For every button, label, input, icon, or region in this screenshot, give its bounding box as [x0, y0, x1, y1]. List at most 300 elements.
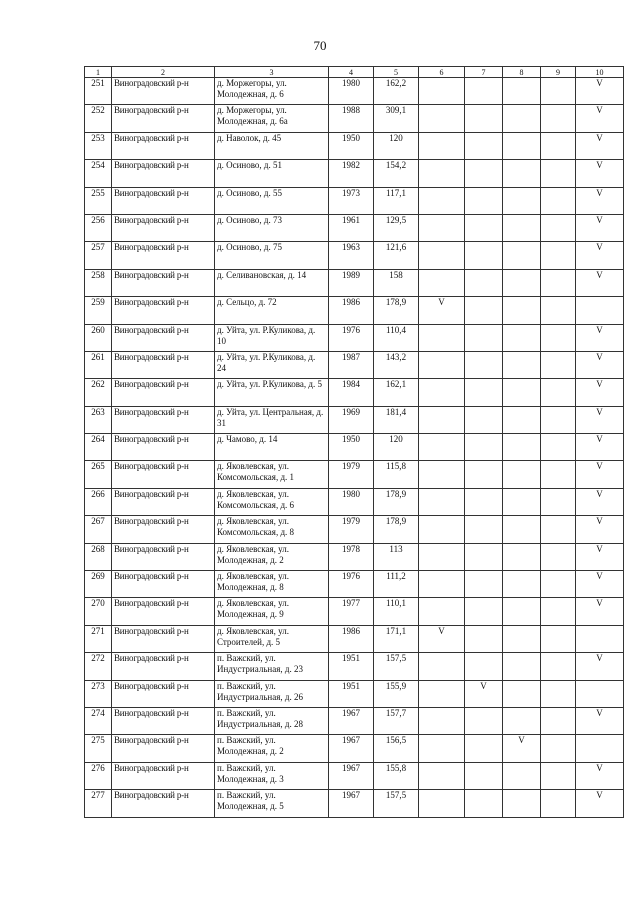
- mark-cell-col10: V: [576, 762, 624, 789]
- column-header: 2: [112, 67, 215, 78]
- address-cell: п. Важский, ул. Молодежная, д. 2: [215, 735, 329, 762]
- table-row: [85, 351, 624, 378]
- district-cell: Виноградовский р-н: [112, 379, 215, 406]
- mark-cell-col10: V: [576, 790, 624, 817]
- mark-cell-col8: V: [503, 735, 541, 762]
- area-cell: 143,2: [374, 351, 419, 378]
- mark-cell-col7: [465, 625, 503, 652]
- address-cell: д. Осиново, д. 55: [215, 187, 329, 214]
- mark-cell-col7: [465, 160, 503, 187]
- mark-cell-col6: [419, 242, 465, 269]
- row-number-cell: 272: [85, 653, 112, 680]
- table-row: [85, 78, 624, 105]
- address-cell: п. Важский, ул. Индустриальная, д. 23: [215, 653, 329, 680]
- mark-cell-col9: [541, 78, 576, 105]
- mark-cell-col8: [503, 379, 541, 406]
- mark-cell-col6: [419, 598, 465, 625]
- mark-cell-col7: [465, 707, 503, 734]
- mark-cell-col8: [503, 132, 541, 159]
- district-cell: Виноградовский р-н: [112, 461, 215, 488]
- year-built-cell: 1950: [329, 434, 374, 461]
- year-built-cell: 1967: [329, 735, 374, 762]
- table-row: [85, 160, 624, 187]
- mark-cell-col8: [503, 571, 541, 598]
- row-number-cell: 253: [85, 132, 112, 159]
- area-cell: 156,5: [374, 735, 419, 762]
- mark-cell-col8: [503, 269, 541, 296]
- column-header: 10: [576, 67, 624, 78]
- mark-cell-col6: [419, 160, 465, 187]
- mark-cell-col6: [419, 379, 465, 406]
- mark-cell-col8: [503, 707, 541, 734]
- row-number-cell: 270: [85, 598, 112, 625]
- district-cell: Виноградовский р-н: [112, 680, 215, 707]
- address-cell: д. Осиново, д. 75: [215, 242, 329, 269]
- district-cell: Виноградовский р-н: [112, 351, 215, 378]
- column-header: 6: [419, 67, 465, 78]
- mark-cell-col7: [465, 187, 503, 214]
- mark-cell-col6: [419, 105, 465, 132]
- mark-cell-col7: [465, 379, 503, 406]
- mark-cell-col8: [503, 680, 541, 707]
- mark-cell-col9: [541, 653, 576, 680]
- mark-cell-col10: V: [576, 406, 624, 433]
- mark-cell-col10: V: [576, 571, 624, 598]
- area-cell: 162,2: [374, 78, 419, 105]
- mark-cell-col9: [541, 488, 576, 515]
- mark-cell-col7: [465, 406, 503, 433]
- mark-cell-col8: [503, 351, 541, 378]
- year-built-cell: 1984: [329, 379, 374, 406]
- row-number-cell: 268: [85, 543, 112, 570]
- mark-cell-col6: [419, 543, 465, 570]
- mark-cell-col9: [541, 132, 576, 159]
- mark-cell-col9: [541, 625, 576, 652]
- mark-cell-col6: [419, 680, 465, 707]
- mark-cell-col10: V: [576, 434, 624, 461]
- mark-cell-col10: V: [576, 324, 624, 351]
- district-cell: Виноградовский р-н: [112, 790, 215, 817]
- row-number-cell: 271: [85, 625, 112, 652]
- column-header: 3: [215, 67, 329, 78]
- mark-cell-col9: [541, 762, 576, 789]
- column-header: 8: [503, 67, 541, 78]
- year-built-cell: 1987: [329, 351, 374, 378]
- address-cell: д. Осиново, д. 73: [215, 214, 329, 241]
- mark-cell-col6: [419, 78, 465, 105]
- row-number-cell: 261: [85, 351, 112, 378]
- mark-cell-col7: [465, 598, 503, 625]
- area-cell: 171,1: [374, 625, 419, 652]
- mark-cell-col10: [576, 680, 624, 707]
- table-row: [85, 187, 624, 214]
- mark-cell-col10: [576, 625, 624, 652]
- mark-cell-col6: [419, 324, 465, 351]
- mark-cell-col8: [503, 78, 541, 105]
- district-cell: Виноградовский р-н: [112, 488, 215, 515]
- column-header: 1: [85, 67, 112, 78]
- mark-cell-col9: [541, 516, 576, 543]
- address-cell: п. Важский, ул. Индустриальная, д. 28: [215, 707, 329, 734]
- district-cell: Виноградовский р-н: [112, 516, 215, 543]
- mark-cell-col10: V: [576, 516, 624, 543]
- column-number-header-row: [85, 67, 624, 78]
- area-cell: 117,1: [374, 187, 419, 214]
- address-cell: д. Яковлевская, ул. Молодежная, д. 8: [215, 571, 329, 598]
- mark-cell-col6: [419, 762, 465, 789]
- table-row: [85, 653, 624, 680]
- column-header: 7: [465, 67, 503, 78]
- address-cell: д. Яковлевская, ул. Строителей, д. 5: [215, 625, 329, 652]
- mark-cell-col8: [503, 762, 541, 789]
- area-cell: 178,9: [374, 516, 419, 543]
- row-number-cell: 258: [85, 269, 112, 296]
- mark-cell-col7: [465, 790, 503, 817]
- mark-cell-col6: [419, 516, 465, 543]
- row-number-cell: 267: [85, 516, 112, 543]
- district-cell: Виноградовский р-н: [112, 269, 215, 296]
- year-built-cell: 1967: [329, 762, 374, 789]
- mark-cell-col7: [465, 132, 503, 159]
- table-row: [85, 680, 624, 707]
- row-number-cell: 269: [85, 571, 112, 598]
- area-cell: 111,2: [374, 571, 419, 598]
- mark-cell-col7: [465, 105, 503, 132]
- district-cell: Виноградовский р-н: [112, 242, 215, 269]
- row-number-cell: 263: [85, 406, 112, 433]
- mark-cell-col9: [541, 406, 576, 433]
- mark-cell-col7: [465, 571, 503, 598]
- mark-cell-col6: [419, 653, 465, 680]
- row-number-cell: 254: [85, 160, 112, 187]
- mark-cell-col7: [465, 242, 503, 269]
- mark-cell-col7: [465, 324, 503, 351]
- table-row: [85, 762, 624, 789]
- mark-cell-col10: V: [576, 351, 624, 378]
- district-cell: Виноградовский р-н: [112, 105, 215, 132]
- district-cell: Виноградовский р-н: [112, 297, 215, 324]
- area-cell: 157,5: [374, 790, 419, 817]
- row-number-cell: 257: [85, 242, 112, 269]
- mark-cell-col8: [503, 653, 541, 680]
- district-cell: Виноградовский р-н: [112, 324, 215, 351]
- year-built-cell: 1989: [329, 269, 374, 296]
- address-cell: д. Моржегоры, ул. Молодежная, д. 6: [215, 78, 329, 105]
- mark-cell-col7: [465, 351, 503, 378]
- mark-cell-col9: [541, 461, 576, 488]
- row-number-cell: 259: [85, 297, 112, 324]
- district-cell: Виноградовский р-н: [112, 214, 215, 241]
- row-number-cell: 275: [85, 735, 112, 762]
- row-number-cell: 256: [85, 214, 112, 241]
- mark-cell-col7: V: [465, 680, 503, 707]
- table-row: [85, 488, 624, 515]
- district-cell: Виноградовский р-н: [112, 653, 215, 680]
- area-cell: 162,1: [374, 379, 419, 406]
- row-number-cell: 273: [85, 680, 112, 707]
- year-built-cell: 1980: [329, 488, 374, 515]
- year-built-cell: 1961: [329, 214, 374, 241]
- district-cell: Виноградовский р-н: [112, 571, 215, 598]
- mark-cell-col9: [541, 269, 576, 296]
- row-number-cell: 277: [85, 790, 112, 817]
- area-cell: 120: [374, 132, 419, 159]
- mark-cell-col8: [503, 790, 541, 817]
- table-row: [85, 242, 624, 269]
- mark-cell-col8: [503, 461, 541, 488]
- row-number-cell: 251: [85, 78, 112, 105]
- mark-cell-col9: [541, 214, 576, 241]
- table-row: [85, 406, 624, 433]
- area-cell: 155,9: [374, 680, 419, 707]
- mark-cell-col10: V: [576, 543, 624, 570]
- mark-cell-col9: [541, 434, 576, 461]
- table-row: [85, 297, 624, 324]
- mark-cell-col9: [541, 105, 576, 132]
- table-row: [85, 598, 624, 625]
- page-number: 70: [313, 38, 327, 53]
- table-row: [85, 625, 624, 652]
- mark-cell-col8: [503, 214, 541, 241]
- table-row: [85, 324, 624, 351]
- district-cell: Виноградовский р-н: [112, 543, 215, 570]
- mark-cell-col7: [465, 269, 503, 296]
- mark-cell-col10: V: [576, 598, 624, 625]
- mark-cell-col9: [541, 543, 576, 570]
- mark-cell-col10: V: [576, 707, 624, 734]
- table-row: [85, 434, 624, 461]
- year-built-cell: 1986: [329, 297, 374, 324]
- table-row: [85, 543, 624, 570]
- table-row: [85, 571, 624, 598]
- mark-cell-col7: [465, 461, 503, 488]
- address-cell: д. Чамово, д. 14: [215, 434, 329, 461]
- housing-registry-table: [84, 66, 624, 818]
- mark-cell-col7: [465, 735, 503, 762]
- year-built-cell: 1988: [329, 105, 374, 132]
- address-cell: д. Яковлевская, ул. Молодежная, д. 9: [215, 598, 329, 625]
- address-cell: д. Уйта, ул. Р.Куликова, д. 10: [215, 324, 329, 351]
- mark-cell-col6: [419, 406, 465, 433]
- mark-cell-col8: [503, 324, 541, 351]
- mark-cell-col10: V: [576, 187, 624, 214]
- mark-cell-col7: [465, 78, 503, 105]
- mark-cell-col8: [503, 543, 541, 570]
- area-cell: 120: [374, 434, 419, 461]
- mark-cell-col8: [503, 598, 541, 625]
- mark-cell-col9: [541, 571, 576, 598]
- district-cell: Виноградовский р-н: [112, 187, 215, 214]
- mark-cell-col10: [576, 297, 624, 324]
- area-cell: 154,2: [374, 160, 419, 187]
- row-number-cell: 252: [85, 105, 112, 132]
- mark-cell-col9: [541, 351, 576, 378]
- mark-cell-col7: [465, 214, 503, 241]
- year-built-cell: 1951: [329, 653, 374, 680]
- year-built-cell: 1951: [329, 680, 374, 707]
- address-cell: д. Селивановская, д. 14: [215, 269, 329, 296]
- area-cell: 115,8: [374, 461, 419, 488]
- table-row: [85, 379, 624, 406]
- row-number-cell: 274: [85, 707, 112, 734]
- mark-cell-col8: [503, 297, 541, 324]
- area-cell: 157,7: [374, 707, 419, 734]
- row-number-cell: 264: [85, 434, 112, 461]
- area-cell: 178,9: [374, 297, 419, 324]
- column-header: 4: [329, 67, 374, 78]
- year-built-cell: 1986: [329, 625, 374, 652]
- mark-cell-col6: [419, 214, 465, 241]
- district-cell: Виноградовский р-н: [112, 160, 215, 187]
- address-cell: д. Уйта, ул. Р.Куликова, д. 5: [215, 379, 329, 406]
- district-cell: Виноградовский р-н: [112, 707, 215, 734]
- district-cell: Виноградовский р-н: [112, 598, 215, 625]
- mark-cell-col10: V: [576, 379, 624, 406]
- mark-cell-col7: [465, 488, 503, 515]
- mark-cell-col6: [419, 132, 465, 159]
- table-row: [85, 790, 624, 817]
- mark-cell-col7: [465, 434, 503, 461]
- table-row: [85, 269, 624, 296]
- table-row: [85, 105, 624, 132]
- mark-cell-col10: V: [576, 488, 624, 515]
- mark-cell-col9: [541, 598, 576, 625]
- area-cell: 110,1: [374, 598, 419, 625]
- year-built-cell: 1977: [329, 598, 374, 625]
- address-cell: д. Яковлевская, ул. Молодежная, д. 2: [215, 543, 329, 570]
- mark-cell-col9: [541, 242, 576, 269]
- address-cell: п. Важский, ул. Молодежная, д. 3: [215, 762, 329, 789]
- table-row: [85, 214, 624, 241]
- mark-cell-col8: [503, 434, 541, 461]
- mark-cell-col7: [465, 516, 503, 543]
- mark-cell-col6: V: [419, 625, 465, 652]
- address-cell: п. Важский, ул. Индустриальная, д. 26: [215, 680, 329, 707]
- table-row: [85, 516, 624, 543]
- district-cell: Виноградовский р-н: [112, 78, 215, 105]
- year-built-cell: 1980: [329, 78, 374, 105]
- mark-cell-col6: [419, 735, 465, 762]
- address-cell: д. Уйта, ул. Р.Куликова, д. 24: [215, 351, 329, 378]
- area-cell: 155,8: [374, 762, 419, 789]
- mark-cell-col10: V: [576, 653, 624, 680]
- year-built-cell: 1973: [329, 187, 374, 214]
- mark-cell-col7: [465, 543, 503, 570]
- mark-cell-col10: V: [576, 214, 624, 241]
- mark-cell-col6: [419, 434, 465, 461]
- mark-cell-col8: [503, 406, 541, 433]
- column-header: 9: [541, 67, 576, 78]
- mark-cell-col10: V: [576, 78, 624, 105]
- row-number-cell: 260: [85, 324, 112, 351]
- mark-cell-col10: [576, 735, 624, 762]
- mark-cell-col8: [503, 242, 541, 269]
- mark-cell-col10: V: [576, 242, 624, 269]
- year-built-cell: 1969: [329, 406, 374, 433]
- address-cell: д. Яковлевская, ул. Комсомольская, д. 6: [215, 488, 329, 515]
- year-built-cell: 1963: [329, 242, 374, 269]
- mark-cell-col9: [541, 790, 576, 817]
- table-row: [85, 707, 624, 734]
- year-built-cell: 1976: [329, 324, 374, 351]
- mark-cell-col6: [419, 571, 465, 598]
- mark-cell-col6: V: [419, 297, 465, 324]
- mark-cell-col8: [503, 187, 541, 214]
- mark-cell-col9: [541, 160, 576, 187]
- mark-cell-col10: V: [576, 461, 624, 488]
- mark-cell-col10: V: [576, 105, 624, 132]
- mark-cell-col7: [465, 297, 503, 324]
- mark-cell-col8: [503, 105, 541, 132]
- table-row: [85, 132, 624, 159]
- mark-cell-col6: [419, 351, 465, 378]
- year-built-cell: 1979: [329, 461, 374, 488]
- area-cell: 309,1: [374, 105, 419, 132]
- district-cell: Виноградовский р-н: [112, 762, 215, 789]
- mark-cell-col6: [419, 461, 465, 488]
- table-row: [85, 735, 624, 762]
- mark-cell-col9: [541, 324, 576, 351]
- row-number-cell: 266: [85, 488, 112, 515]
- row-number-cell: 262: [85, 379, 112, 406]
- mark-cell-col8: [503, 160, 541, 187]
- mark-cell-col10: V: [576, 160, 624, 187]
- address-cell: д. Наволок, д. 45: [215, 132, 329, 159]
- area-cell: 113: [374, 543, 419, 570]
- address-cell: д. Сельцо, д. 72: [215, 297, 329, 324]
- row-number-cell: 255: [85, 187, 112, 214]
- year-built-cell: 1976: [329, 571, 374, 598]
- year-built-cell: 1978: [329, 543, 374, 570]
- district-cell: Виноградовский р-н: [112, 406, 215, 433]
- district-cell: Виноградовский р-н: [112, 132, 215, 159]
- area-cell: 158: [374, 269, 419, 296]
- area-cell: 181,4: [374, 406, 419, 433]
- mark-cell-col9: [541, 735, 576, 762]
- year-built-cell: 1950: [329, 132, 374, 159]
- district-cell: Виноградовский р-н: [112, 735, 215, 762]
- district-cell: Виноградовский р-н: [112, 625, 215, 652]
- address-cell: д. Осиново, д. 51: [215, 160, 329, 187]
- area-cell: 178,9: [374, 488, 419, 515]
- area-cell: 121,6: [374, 242, 419, 269]
- district-cell: Виноградовский р-н: [112, 434, 215, 461]
- mark-cell-col6: [419, 790, 465, 817]
- mark-cell-col7: [465, 653, 503, 680]
- area-cell: 129,5: [374, 214, 419, 241]
- row-number-cell: 265: [85, 461, 112, 488]
- mark-cell-col9: [541, 707, 576, 734]
- year-built-cell: 1982: [329, 160, 374, 187]
- year-built-cell: 1979: [329, 516, 374, 543]
- mark-cell-col6: [419, 707, 465, 734]
- address-cell: п. Важский, ул. Молодежная, д. 5: [215, 790, 329, 817]
- column-header: 5: [374, 67, 419, 78]
- mark-cell-col9: [541, 680, 576, 707]
- table-body: [85, 78, 624, 818]
- mark-cell-col7: [465, 762, 503, 789]
- address-cell: д. Яковлевская, ул. Комсомольская, д. 1: [215, 461, 329, 488]
- mark-cell-col6: [419, 187, 465, 214]
- mark-cell-col9: [541, 297, 576, 324]
- address-cell: д. Уйта, ул. Центральная, д. 31: [215, 406, 329, 433]
- mark-cell-col10: V: [576, 269, 624, 296]
- address-cell: д. Яковлевская, ул. Комсомольская, д. 8: [215, 516, 329, 543]
- mark-cell-col10: V: [576, 132, 624, 159]
- mark-cell-col9: [541, 379, 576, 406]
- mark-cell-col8: [503, 625, 541, 652]
- area-cell: 157,5: [374, 653, 419, 680]
